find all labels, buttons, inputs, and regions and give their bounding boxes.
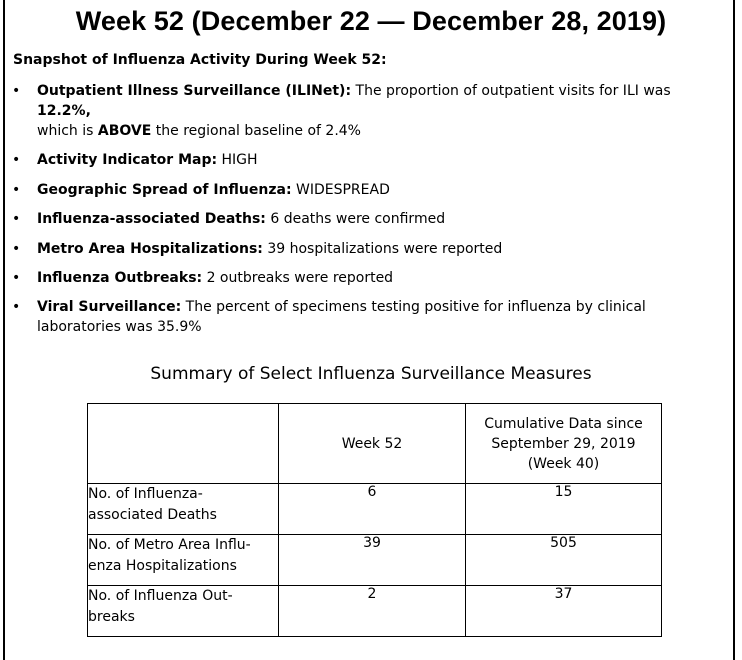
bullet-spread — [0, 180, 730, 200]
ilinet-value: 12.2%, — [37, 103, 91, 119]
bullet-dot-icon: • — [12, 240, 21, 257]
bullet-dot-icon: • — [12, 299, 21, 316]
row-label — [88, 484, 279, 535]
ilinet-text-2: which is — [37, 123, 98, 139]
header-cumulative-line3: (Week 40) — [527, 455, 600, 472]
viral-label: Viral Surveillance: — [37, 299, 182, 316]
bullet-outbreaks — [0, 268, 730, 288]
row-week-value: 39 — [279, 535, 466, 586]
table-row — [88, 586, 662, 637]
spread-label: Geographic Spread of Influenza: — [37, 181, 292, 198]
activity-value: HIGH — [217, 152, 258, 169]
deaths-value: 6 deaths were confirmed — [265, 211, 446, 228]
spread-value: WIDESPREAD — [291, 181, 390, 198]
row-week-value: 2 — [279, 586, 466, 637]
row-cumulative-value: 505 — [466, 535, 662, 586]
row-label-line2: associated Deaths — [88, 507, 217, 523]
bullet-dot-icon: • — [12, 83, 21, 99]
table-header-row — [88, 404, 662, 484]
table-row — [88, 535, 662, 586]
ilinet-label: Outpatient Illness Surveillance (ILINet): — [37, 83, 352, 99]
outbreaks-value: 2 outbreaks were reported — [202, 269, 394, 286]
snapshot-list — [0, 81, 730, 347]
viral-value: The percent of specimens testing positive for influenza by clinical laboratories was 35.9% — [37, 299, 646, 336]
header-empty — [88, 404, 279, 484]
header-week-label: Week 52 — [341, 435, 403, 452]
hosp-value: 39 hospitalizations were reported — [262, 240, 503, 257]
row-week-value: 6 — [279, 484, 466, 535]
bullet-deaths — [0, 209, 730, 229]
bullet-dot-icon: • — [12, 152, 21, 169]
header-cumulative-line2: September 29, 2019 — [491, 435, 636, 452]
row-cumulative-value: 15 — [466, 484, 662, 535]
ilinet-text-3: the regional baseline of 2.4% — [151, 123, 361, 139]
snapshot-heading: Snapshot of Influenza Activity During Week 52: — [13, 52, 387, 68]
row-label-line1: No. of Influenza- — [88, 486, 203, 502]
bullet-activity — [0, 150, 730, 170]
table-caption: Summary of Select Influenza Surveillance Measures — [150, 364, 592, 384]
bullet-dot-icon: • — [12, 181, 21, 198]
hosp-label: Metro Area Hospitalizations: — [37, 240, 263, 257]
row-label-line1: No. of Influenza Out- — [88, 588, 233, 604]
bullet-ilinet — [0, 81, 730, 141]
page-title: Week 52 (December 22 — December 28, 2019) — [75, 6, 667, 36]
bullet-viral — [0, 297, 730, 337]
header-week — [279, 404, 466, 484]
row-label-line1: No. of Metro Area Influ- — [88, 537, 251, 553]
bullet-dot-icon: • — [12, 211, 21, 228]
bullet-dot-icon: • — [12, 269, 21, 286]
row-label — [88, 586, 279, 637]
header-cumulative-line1: Cumulative Data since — [484, 415, 643, 432]
ilinet-above: ABOVE — [97, 123, 152, 139]
ilinet-text: The proportion of outpatient visits for ILI was — [351, 83, 671, 99]
header-cumulative — [466, 404, 662, 484]
table-row — [88, 484, 662, 535]
deaths-label: Influenza-associated Deaths: — [37, 211, 266, 228]
bullet-hospitalizations — [0, 239, 730, 259]
row-label — [88, 535, 279, 586]
summary-table — [87, 403, 662, 637]
outbreaks-label: Influenza Outbreaks: — [37, 269, 203, 286]
row-label-line2: breaks — [88, 609, 135, 625]
row-cumulative-value: 37 — [466, 586, 662, 637]
activity-label: Activity Indicator Map: — [37, 152, 218, 169]
row-label-line2: enza Hospitalizations — [88, 558, 237, 574]
